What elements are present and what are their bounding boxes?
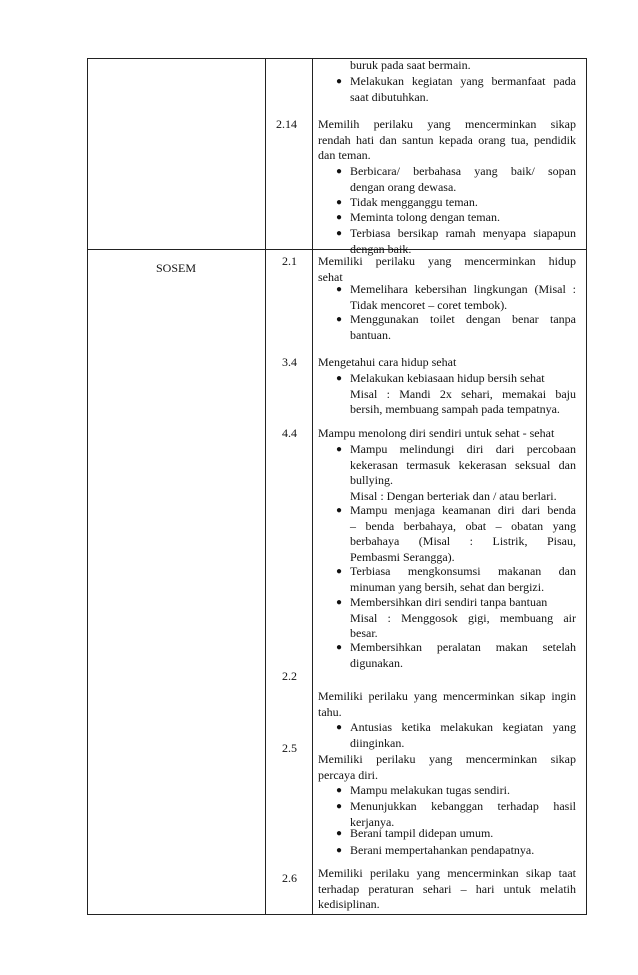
section-2-1-bullet-1: Memelihara kebersihan lingkungan (Misal : Tidak mencoret – coret tembok). (350, 282, 576, 312)
table-border-right (586, 58, 587, 915)
bullet-icon: ● (336, 373, 343, 384)
section-2-5-bullet-2: Menunjukkan kebanggan terhadap hasil kerjanya. (350, 799, 576, 829)
section-2-5-bullet-1: Mampu melakukan tugas sendiri. (350, 783, 510, 797)
bullet-icon: ● (336, 828, 343, 839)
section-4-4-bullet-2: Mampu menjaga keamanan diri dari benda – benda berbahaya, obat – obatan yang berbahaya (Misal : Listrik, Pisau, Pembasmi Serangga). (350, 503, 576, 564)
section-2-2-heading: Memiliki perilaku yang mencerminkan sikap ingin tahu. (318, 689, 576, 719)
section-2-5-bullet-3: Berani tampil didepan umum. (350, 826, 494, 840)
bullet-icon: ● (336, 505, 343, 516)
bullet-icon: ● (336, 722, 343, 733)
bullet-icon: ● (336, 197, 343, 208)
table-border-col2 (265, 58, 266, 915)
section-4-4-bullet-5: Membersihkan peralatan makan setelah digunakan. (350, 640, 576, 670)
code-2-2: 2.2 (282, 669, 297, 683)
row1-bullet-2: Tidak mengganggu teman. (350, 195, 478, 209)
code-3-4: 3.4 (282, 355, 297, 369)
bullet-icon: ● (336, 166, 343, 177)
section-3-4-bullet-1: Melakukan kebiasaan hidup bersih sehat Misal : Mandi 2x sehari, memakai baju bersih, membuang sampah pada tempatnya. (350, 371, 576, 416)
section-3-4-heading: Mengetahui cara hidup sehat (318, 355, 457, 369)
table-border-col3 (312, 58, 313, 915)
code-2-5: 2.5 (282, 741, 297, 755)
bullet-icon: ● (336, 642, 343, 653)
bullet-icon: ● (336, 845, 343, 856)
section-2-2-bullet-1: Antusias ketika melakukan kegiatan yang diinginkan. (350, 720, 576, 750)
table-border-top (87, 58, 587, 59)
table-border-left (87, 58, 88, 915)
code-4-4: 4.4 (282, 426, 297, 440)
bullet-icon: ● (336, 212, 343, 223)
row1-continued-text: buruk pada saat bermain. (350, 58, 471, 72)
section-2-6-heading: Memiliki perilaku yang mencerminkan sikap taat terhadap peraturan sehari – hari untuk melatih kedisiplinan. (318, 866, 576, 911)
bullet-icon: ● (336, 314, 343, 325)
row1-continued-bullet: Melakukan kegiatan yang bermanfaat pada saat dibutuhkan. (350, 74, 576, 104)
row1-bullet-1: Berbicara/ berbahasa yang baik/ sopan dengan orang dewasa. (350, 164, 576, 194)
code-2-6: 2.6 (282, 871, 297, 885)
table-border-bottom (87, 914, 587, 915)
bullet-icon: ● (336, 228, 343, 239)
section-2-5-heading: Memiliki perilaku yang mencerminkan sikap percaya diri. (318, 752, 576, 782)
bullet-icon: ● (336, 284, 343, 295)
section-4-4-bullet-3: Terbiasa mengkonsumsi makanan dan minuman yang bersih, sehat dan bergizi. (350, 564, 576, 594)
code-2-1: 2.1 (282, 254, 297, 268)
subject-label: SOSEM (156, 261, 197, 275)
bullet-icon: ● (336, 444, 343, 455)
row1-bullet-3: Meminta tolong dengan teman. (350, 210, 500, 224)
bullet-icon: ● (336, 785, 343, 796)
bullet-icon: ● (336, 597, 343, 608)
code-2-14: 2.14 (276, 117, 297, 131)
bullet-icon: ● (336, 76, 343, 87)
section-2-1-bullet-2: Menggunakan toilet dengan benar tanpa bantuan. (350, 312, 576, 342)
section-4-4-bullet-1: Mampu melindungi diri dari percobaan kekerasan termasuk kekerasan seksual dan bullying. Misal : Dengan berteriak dan / atau berlari. (350, 442, 576, 503)
row1-heading: Memilih perilaku yang mencerminkan sikap rendah hati dan santun kepada orang tua, pendidik dan teman. (318, 117, 576, 162)
bullet-icon: ● (336, 801, 343, 812)
row1-bullet-4: Terbiasa bersikap ramah menyapa siapapun dengan baik. (350, 226, 576, 256)
bullet-icon: ● (336, 566, 343, 577)
section-4-4-heading: Mampu menolong diri sendiri untuk sehat - sehat (318, 426, 555, 440)
section-4-4-bullet-4: Membersihkan diri sendiri tanpa bantuan Misal : Menggosok gigi, membuang air besar. (350, 595, 576, 640)
section-2-5-bullet-4: Berani mempertahankan pendapatnya. (350, 843, 535, 857)
section-2-1-heading: Memiliki perilaku yang mencerminkan hidup sehat (318, 254, 576, 284)
